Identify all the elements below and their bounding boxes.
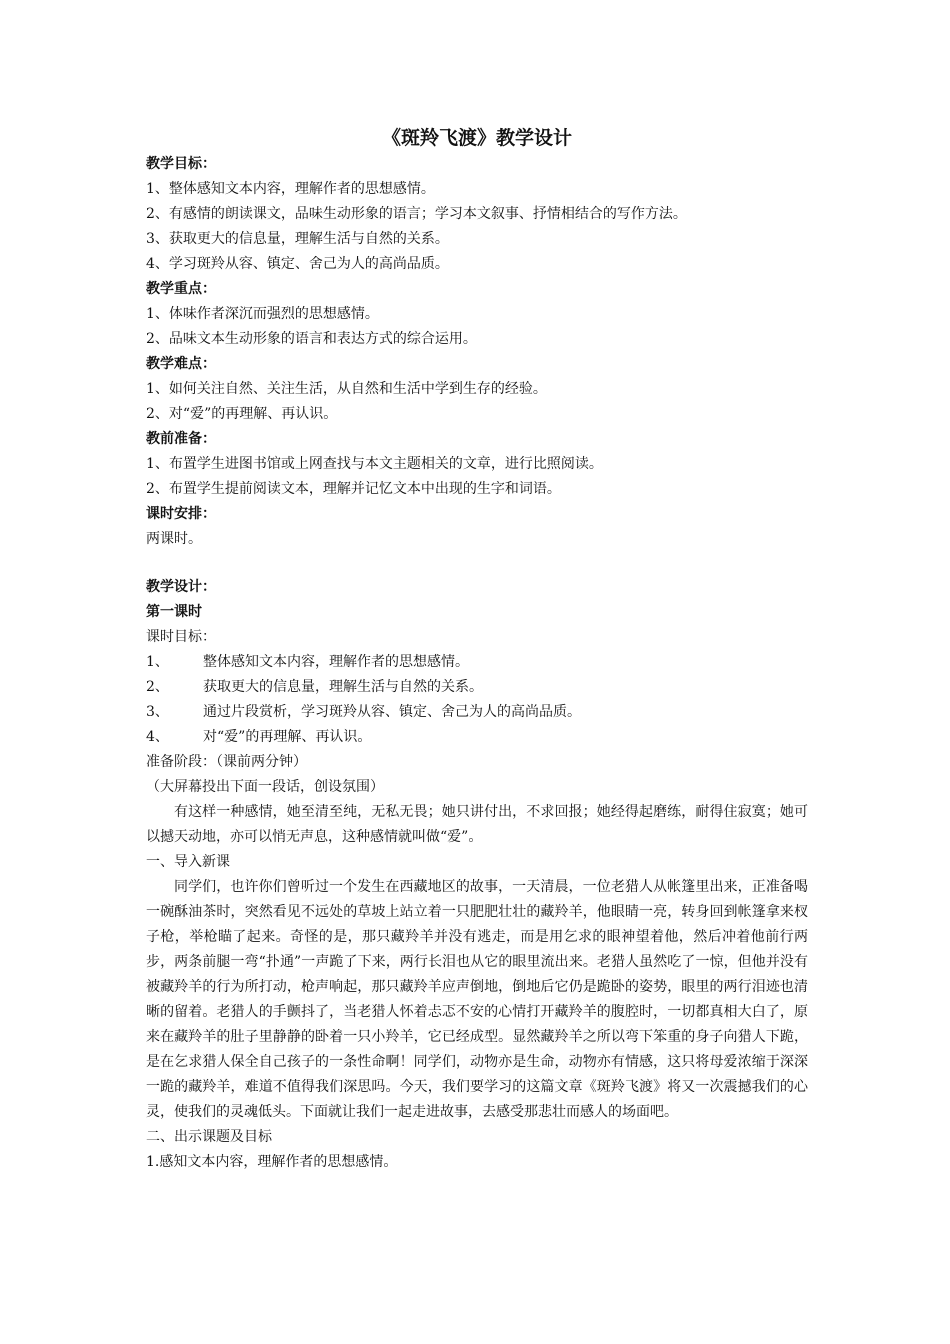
document-body	[146, 126, 808, 1175]
screen-note: （大屏幕投出下面一段话，创设氛围）	[146, 779, 384, 795]
goal-item: 2、有感情的朗读课文，品味生动形象的语言；学习本文叙事、抒情相结合的写作方法。	[146, 206, 687, 222]
blank-line	[146, 552, 808, 575]
objective-text: 通过片段赏析，学习斑羚从容、镇定、舍己为人的高尚品质。	[203, 704, 581, 720]
difficulty-item: 2、对“爱”的再理解、再认识。	[146, 406, 338, 422]
objective-text: 整体感知文本内容，理解作者的思想感情。	[203, 654, 469, 670]
objective-text: 获取更大的信息量，理解生活与自然的关系。	[203, 679, 483, 695]
preparation-item: 2、布置学生提前阅读文本，理解并记忆文本中出现的生字和词语。	[146, 481, 561, 497]
objective-number: 2、	[146, 679, 169, 695]
goal-item: 1、整体感知文本内容，理解作者的思想感情。	[146, 181, 435, 197]
love-paragraph: 有这样一种感情，她至清至纯，无私无畏；她只讲付出，不求回报；她经得起磨练，耐得住寂寞；她可以撼天动地，亦可以悄无声息，这种感情就叫做“爱”。	[146, 804, 808, 845]
prep-stage: 准备阶段：（课前两分钟）	[146, 754, 307, 770]
key-point-item: 2、品味文本生动形象的语言和表达方式的综合运用。	[146, 331, 477, 347]
section-heading-topic: 二、出示课题及目标	[146, 1129, 272, 1145]
goal-item: 4、学习斑羚从容、镇定、舍己为人的高尚品质。	[146, 256, 449, 272]
objective-item	[146, 700, 808, 725]
objective-number: 1、	[146, 654, 169, 670]
objective-item	[146, 650, 808, 675]
section-heading-preparation: 教前准备：	[146, 431, 216, 447]
objective-text: 对“爱”的再理解、再认识。	[203, 729, 372, 745]
objectives-label: 课时目标：	[146, 629, 216, 645]
goal-item: 3、获取更大的信息量，理解生活与自然的关系。	[146, 231, 449, 247]
objective-number: 3、	[146, 704, 169, 720]
story-paragraph: 同学们，也许你们曾听过一个发生在西藏地区的故事，一天清晨，一位老猎人从帐篷里出来，正准备喝一碗酥油茶时，突然看见不远处的草坡上站立着一只肥肥壮壮的藏羚羊，他眼睛一亮，转身回到帐篷拿来杈子枪，举枪瞄了起来。奇怪的是，那只藏羚羊并没有逃走，而是用乞求的眼神望着他，然后冲着他前行两步，两条前腿一弯“扑通”一声跪了下来，两行长泪也从它的眼里流出来。老猎人虽然吃了一惊，但他并没有被藏羚羊的行为所打动，枪声响起，那只藏羚羊应声倒地，倒地后它仍是跪卧的姿势，眼里的两行泪迹也清晰的留着。老猎人的手颤抖了，当老猎人怀着忐忑不安的心情打开藏羚羊的腹腔时，一切都真相大白了，原来在藏羚羊的肚子里静静的卧着一只小羚羊，它已经成型。显然藏羚羊之所以弯下笨重的身子向猎人下跪，是在乞求猎人保全自己孩子的一条性命啊！同学们，动物亦是生命，动物亦有情感，这只将母爱浓缩于深深一跪的藏羚羊，难道不值得我们深思吗。今天，我们要学习的这篇文章《斑羚飞渡》将又一次震撼我们的心灵，使我们的灵魂低头。下面就让我们一起走进故事，去感受那悲壮而感人的场面吧。	[146, 879, 808, 1120]
section-heading-design: 教学设计：	[146, 579, 216, 595]
lesson-title: 第一课时	[146, 604, 202, 620]
objective-number: 4、	[146, 729, 169, 745]
schedule-text: 两课时。	[146, 531, 202, 547]
preparation-item: 1、布置学生进图书馆或上网查找与本文主题相关的文章，进行比照阅读。	[146, 456, 603, 472]
page-title: 《斑羚飞渡》教学设计	[381, 127, 572, 149]
objective-item	[146, 725, 808, 750]
section-heading-intro: 一、导入新课	[146, 854, 230, 870]
key-point-item: 1、体味作者深沉而强烈的思想感情。	[146, 306, 379, 322]
section-heading-key-points: 教学重点：	[146, 281, 216, 297]
section-heading-difficulties: 教学难点：	[146, 356, 216, 372]
topic-goal-item: 1.感知文本内容，理解作者的思想感情。	[146, 1154, 398, 1170]
difficulty-item: 1、如何关注自然、关注生活，从自然和生活中学到生存的经验。	[146, 381, 547, 397]
objective-item	[146, 675, 808, 700]
section-heading-schedule: 课时安排：	[146, 506, 216, 522]
section-heading-goals: 教学目标：	[146, 156, 216, 172]
